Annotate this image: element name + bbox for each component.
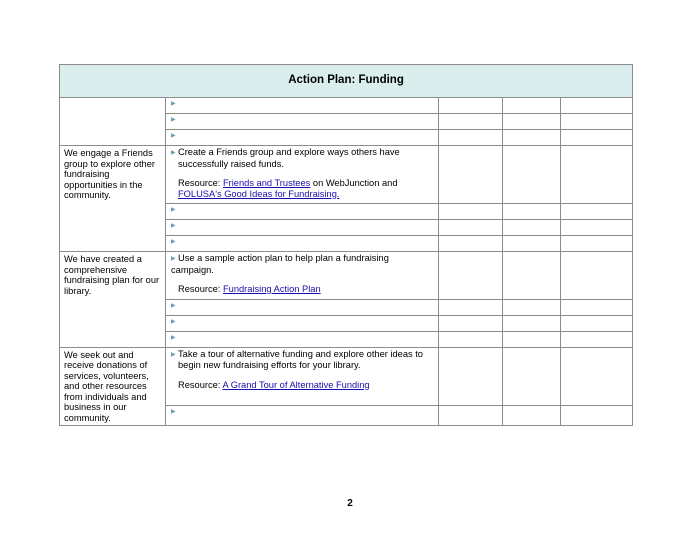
bullet-arrow-icon: ▶ (171, 101, 176, 107)
grand-tour-alternative-funding-link[interactable]: A Grand Tour of Alternative Funding (222, 379, 370, 390)
action-text: Use a sample action plan to help plan a fundraising campaign. (171, 253, 389, 275)
action-plan-table (59, 64, 633, 426)
empty-cell (561, 299, 633, 315)
action-cell (166, 252, 439, 300)
empty-cell (561, 98, 633, 114)
resource-prefix: Resource: (178, 284, 223, 294)
goal-cell (60, 98, 166, 146)
action-cell (166, 406, 439, 426)
page-number: 2 (347, 498, 353, 509)
empty-cell (561, 331, 633, 347)
empty-cell (503, 299, 561, 315)
empty-cell (561, 315, 633, 331)
resource-line (171, 380, 434, 391)
empty-cell (561, 347, 633, 406)
empty-cell (439, 406, 503, 426)
empty-cell (439, 252, 503, 300)
bullet-arrow-icon: ▶ (171, 117, 176, 123)
table-title: Action Plan: Funding (60, 65, 633, 98)
empty-cell (503, 204, 561, 220)
bullet-arrow-icon: ▶ (171, 351, 176, 358)
bullet-arrow-icon: ▶ (171, 256, 176, 262)
empty-cell (561, 114, 633, 130)
action-cell (166, 130, 439, 146)
goal-cell: We engage a Friends group to explore other fundraising opportunities in the community. (60, 146, 166, 252)
empty-cell (439, 98, 503, 114)
action-cell (166, 114, 439, 130)
empty-cell (439, 146, 503, 204)
empty-cell (439, 347, 503, 406)
folusa-good-ideas-link[interactable]: FOLUSA's Good Ideas for Fundraising. (178, 188, 340, 199)
bullet-arrow-icon: ▶ (171, 409, 176, 415)
empty-cell (503, 146, 561, 204)
resource-middle-text: on WebJunction and (310, 178, 398, 188)
bullet-arrow-icon: ▶ (171, 207, 176, 213)
action-cell (166, 204, 439, 220)
action-cell (166, 347, 439, 406)
action-cell (166, 220, 439, 236)
empty-cell (561, 406, 633, 426)
bullet-arrow-icon: ▶ (171, 318, 176, 325)
empty-cell (503, 252, 561, 300)
fundraising-action-plan-link[interactable]: Fundraising Action Plan (222, 284, 321, 294)
empty-cell (561, 146, 633, 204)
empty-cell (439, 331, 503, 347)
empty-cell (561, 204, 633, 220)
action-cell (166, 236, 439, 252)
resource-line (171, 284, 434, 295)
bullet-arrow-icon: ▶ (171, 334, 176, 341)
goal-cell: We seek out and receive donations of services, volunteers, and other resources from individuals and business in our community. (60, 347, 166, 426)
empty-cell (503, 130, 561, 146)
empty-cell (439, 299, 503, 315)
empty-cell (503, 114, 561, 130)
resource-line (171, 178, 434, 199)
friends-and-trustees-link[interactable]: Friends and Trustees (222, 178, 311, 188)
empty-cell (561, 252, 633, 300)
empty-cell (439, 130, 503, 146)
action-cell (166, 315, 439, 331)
action-cell (166, 146, 439, 204)
bullet-arrow-icon: ▶ (171, 239, 176, 245)
empty-cell (439, 236, 503, 252)
bullet-arrow-icon: ▶ (171, 302, 176, 309)
table-row (60, 252, 633, 300)
empty-cell (561, 130, 633, 146)
empty-cell (503, 315, 561, 331)
action-text: Take a tour of alternative funding and explore other ideas to (178, 348, 423, 359)
table-row (60, 98, 633, 114)
goal-cell: We have created a comprehensive fundraising plan for our library. (60, 252, 166, 348)
action-cell (166, 331, 439, 347)
empty-cell (503, 331, 561, 347)
empty-cell (503, 220, 561, 236)
title-row (60, 65, 633, 98)
action-cell (166, 98, 439, 114)
empty-cell (503, 236, 561, 252)
resource-prefix: Resource: (178, 178, 223, 188)
empty-cell (439, 220, 503, 236)
empty-cell (439, 204, 503, 220)
empty-cell (439, 114, 503, 130)
bullet-arrow-icon: ▶ (171, 133, 176, 139)
empty-cell (503, 406, 561, 426)
bullet-arrow-icon: ▶ (171, 223, 176, 229)
empty-cell (561, 236, 633, 252)
action-text: Create a Friends group and explore ways others have (178, 147, 400, 157)
empty-cell (503, 98, 561, 114)
empty-cell (439, 315, 503, 331)
action-text: begin new fundraising efforts for your library. (178, 360, 361, 370)
resource-prefix: Resource: (178, 379, 223, 390)
bullet-arrow-icon: ▶ (171, 150, 176, 156)
table-row (60, 146, 633, 204)
action-cell (166, 299, 439, 315)
table-row (60, 347, 633, 406)
empty-cell (503, 347, 561, 406)
empty-cell (561, 220, 633, 236)
action-text: successfully raised funds. (178, 158, 284, 169)
